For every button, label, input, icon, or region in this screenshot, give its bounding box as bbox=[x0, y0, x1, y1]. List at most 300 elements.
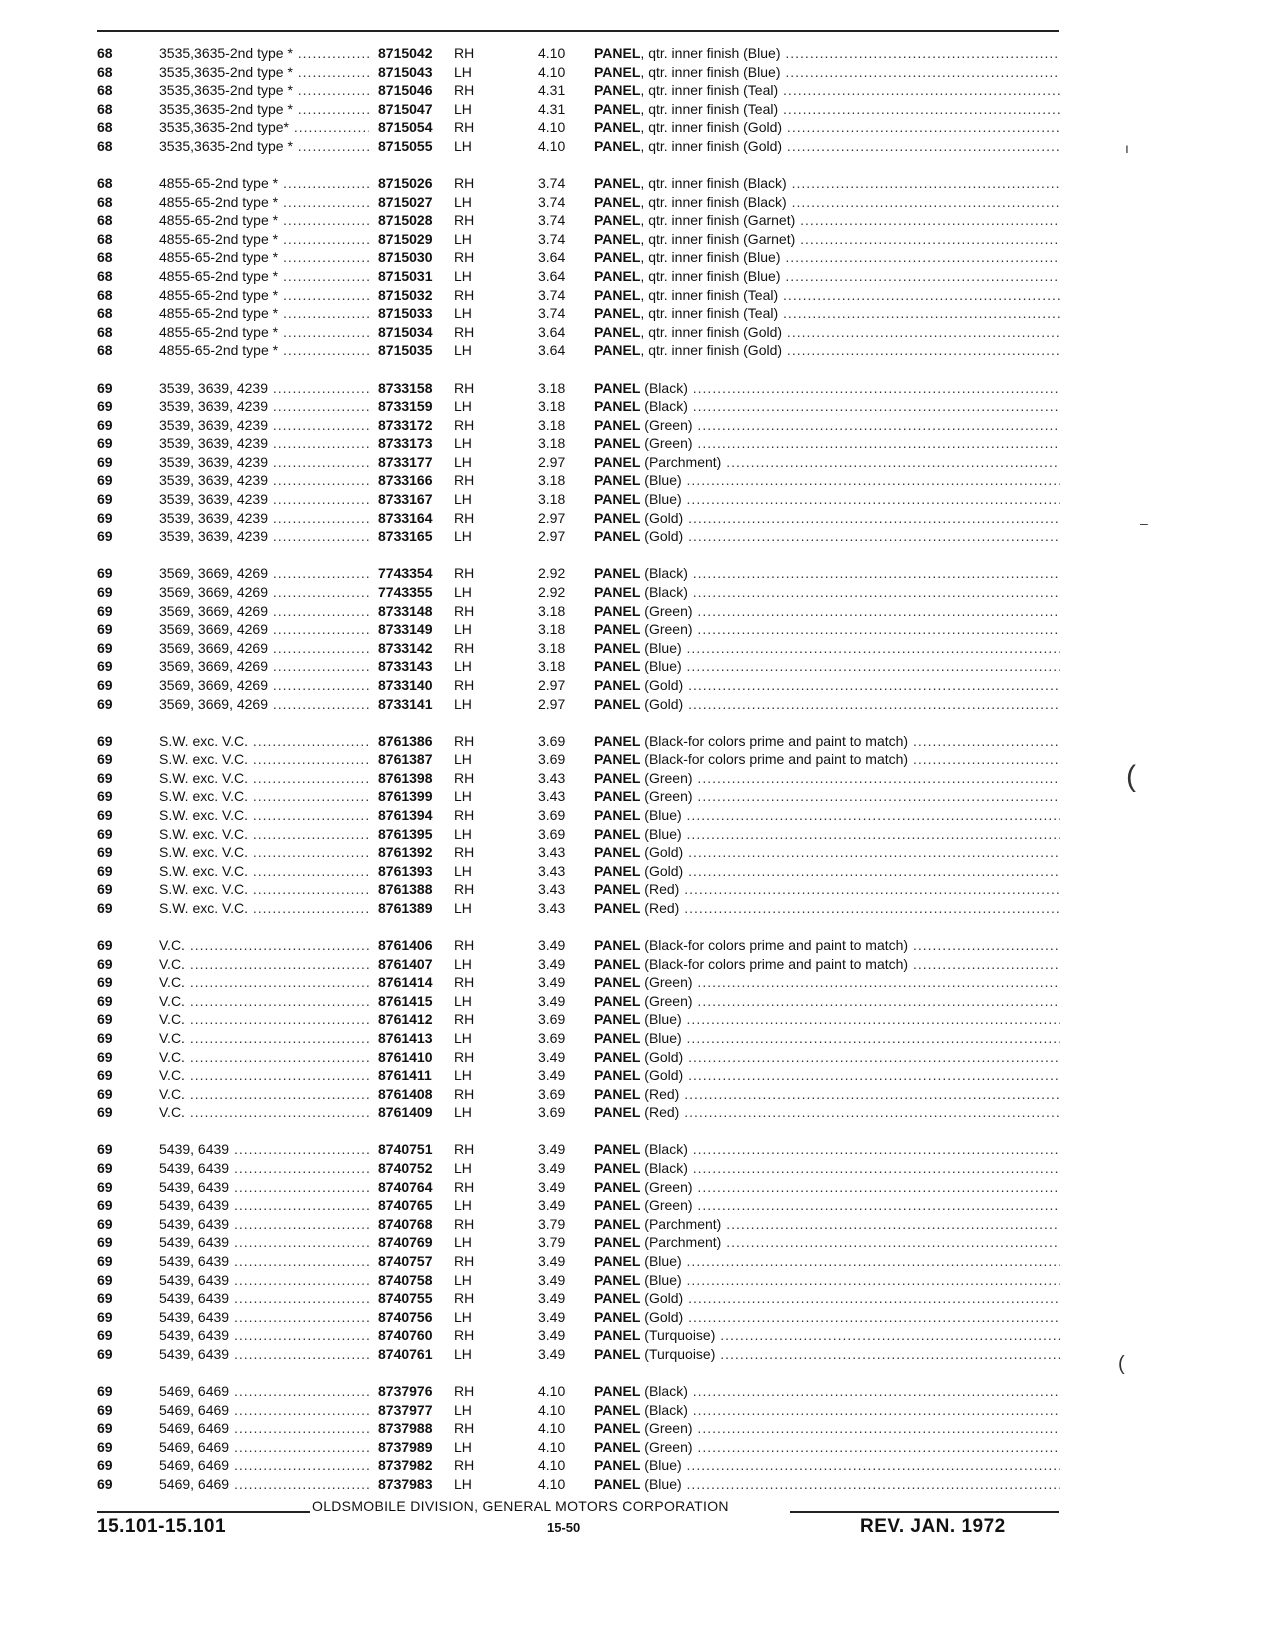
description bbox=[594, 63, 1060, 82]
price: 4.31 bbox=[538, 82, 566, 99]
model-numbers: 4855-65-2nd type * ..... bbox=[159, 286, 369, 305]
model-numbers: S.W. exc. V.C. ..... bbox=[159, 862, 369, 881]
part-number: 8715046 bbox=[374, 81, 433, 100]
description bbox=[594, 1438, 1060, 1457]
model-year: 69 bbox=[97, 1438, 113, 1455]
description-detail: , qtr. inner finish (Teal) bbox=[640, 100, 779, 117]
table-row bbox=[97, 211, 1063, 230]
description bbox=[594, 806, 1060, 825]
part-number: 8715027 bbox=[374, 193, 433, 212]
side: RH bbox=[454, 509, 475, 526]
model-year: 69 bbox=[97, 472, 113, 489]
model-year: 69 bbox=[97, 769, 113, 786]
model-year: 69 bbox=[97, 695, 113, 712]
model-numbers: 5469, 6469 ..... bbox=[159, 1382, 369, 1401]
model-numbers: V.C. ..... bbox=[159, 1103, 369, 1122]
description-detail: , qtr. inner finish (Black) bbox=[640, 175, 787, 192]
footer-corporation: OLDSMOBILE DIVISION, GENERAL MOTORS CORPORATION bbox=[312, 1498, 729, 1514]
model-numbers: V.C. ..... bbox=[159, 1066, 369, 1085]
table-row bbox=[97, 397, 1063, 416]
description-detail: , qtr. inner finish (Blue) bbox=[640, 63, 781, 80]
description bbox=[594, 44, 1060, 63]
description-keyword: PANEL bbox=[594, 974, 641, 991]
description-detail: (Gold) bbox=[640, 1290, 684, 1307]
part-number: 8715031 bbox=[374, 267, 433, 286]
description-keyword: PANEL bbox=[594, 1401, 641, 1418]
price: 3.49 bbox=[538, 1197, 566, 1214]
description-keyword: PANEL bbox=[594, 175, 641, 192]
model-year: 69 bbox=[97, 844, 113, 861]
model-year: 69 bbox=[97, 1476, 113, 1493]
model-year: 69 bbox=[97, 1253, 113, 1270]
description-keyword: PANEL bbox=[594, 825, 641, 842]
part-number: 8740769 bbox=[374, 1233, 433, 1252]
parts-group bbox=[97, 1140, 1063, 1363]
model-numbers: 3535,3635-2nd type * ..... bbox=[159, 137, 369, 156]
model-numbers: 5439, 6439 ..... bbox=[159, 1345, 369, 1364]
model-numbers: 5469, 6469 ..... bbox=[159, 1401, 369, 1420]
description bbox=[594, 397, 1060, 416]
model-year: 69 bbox=[97, 435, 113, 452]
table-row bbox=[97, 1308, 1063, 1327]
description bbox=[594, 379, 1060, 398]
side: LH bbox=[454, 899, 472, 916]
description-detail: (Black) bbox=[640, 1401, 688, 1418]
footer-revision: REV. JAN. 1972 bbox=[860, 1516, 1006, 1537]
price: 3.69 bbox=[538, 1030, 566, 1046]
side: RH bbox=[454, 323, 475, 340]
model-numbers: 4855-65-2nd type * ..... bbox=[159, 230, 369, 249]
description-keyword: PANEL bbox=[594, 992, 641, 1009]
side: LH bbox=[454, 1234, 472, 1251]
description-detail: (Green) bbox=[640, 1438, 693, 1455]
table-row bbox=[97, 174, 1063, 193]
table-row bbox=[97, 1233, 1063, 1252]
description bbox=[594, 490, 1060, 509]
description bbox=[594, 81, 1060, 100]
description-keyword: PANEL bbox=[594, 583, 641, 600]
side: RH bbox=[454, 416, 475, 433]
description-detail: , qtr. inner finish (Blue) bbox=[640, 249, 781, 266]
description-detail: (Turquoise) bbox=[640, 1346, 716, 1362]
table-row bbox=[97, 880, 1063, 899]
side: LH bbox=[454, 695, 472, 712]
model-numbers: 3569, 3669, 4269 ..... bbox=[159, 657, 369, 676]
description-detail: (Green) bbox=[640, 1197, 693, 1214]
model-numbers: 3535,3635-2nd type * ..... bbox=[159, 44, 369, 63]
price: 3.74 bbox=[538, 286, 566, 303]
description-keyword: PANEL bbox=[594, 1160, 641, 1177]
model-year: 68 bbox=[97, 230, 113, 247]
price: 3.49 bbox=[538, 1160, 566, 1177]
description bbox=[594, 1196, 1060, 1215]
description bbox=[594, 100, 1060, 119]
model-numbers: 3539, 3639, 4239 ..... bbox=[159, 379, 369, 398]
price: 2.97 bbox=[538, 528, 566, 545]
model-year: 69 bbox=[97, 453, 113, 470]
part-number: 8733141 bbox=[374, 695, 433, 714]
table-row bbox=[97, 1419, 1063, 1438]
side: RH bbox=[454, 119, 475, 136]
price: 2.92 bbox=[538, 583, 566, 600]
price: 3.69 bbox=[538, 751, 566, 768]
price: 4.10 bbox=[538, 119, 566, 136]
price: 3.79 bbox=[538, 1215, 566, 1232]
margin-mark: ( bbox=[1126, 760, 1136, 793]
side: RH bbox=[454, 974, 475, 991]
side: LH bbox=[454, 342, 472, 359]
model-year: 69 bbox=[97, 899, 113, 916]
table-row bbox=[97, 44, 1063, 63]
price: 4.10 bbox=[538, 1383, 566, 1400]
parts-group bbox=[97, 1382, 1063, 1494]
side: RH bbox=[454, 1253, 475, 1270]
parts-group bbox=[97, 379, 1063, 546]
description-keyword: PANEL bbox=[594, 305, 641, 322]
model-year: 69 bbox=[97, 509, 113, 526]
price: 4.31 bbox=[538, 100, 566, 117]
part-number: 8733172 bbox=[374, 416, 433, 435]
part-number: 8740756 bbox=[374, 1308, 433, 1327]
model-numbers: 5469, 6469 ..... bbox=[159, 1438, 369, 1457]
side: LH bbox=[454, 1197, 472, 1214]
description bbox=[594, 341, 1060, 360]
description-detail: (Blue) bbox=[640, 1457, 682, 1474]
table-row bbox=[97, 248, 1063, 267]
table-row bbox=[97, 973, 1063, 992]
description bbox=[594, 676, 1060, 695]
side: RH bbox=[454, 1048, 475, 1065]
description bbox=[594, 862, 1060, 881]
price: 3.74 bbox=[538, 193, 566, 210]
description-keyword: PANEL bbox=[594, 788, 641, 805]
side: RH bbox=[454, 732, 475, 749]
table-row bbox=[97, 1215, 1063, 1234]
side: RH bbox=[454, 249, 475, 266]
parts-group bbox=[97, 44, 1063, 156]
table-row bbox=[97, 193, 1063, 212]
description-keyword: PANEL bbox=[594, 249, 641, 266]
model-numbers: 4855-65-2nd type * ..... bbox=[159, 248, 369, 267]
price: 3.49 bbox=[538, 937, 566, 954]
table-row bbox=[97, 434, 1063, 453]
model-year: 68 bbox=[97, 82, 113, 99]
model-year: 69 bbox=[97, 732, 113, 749]
side: LH bbox=[454, 992, 472, 1009]
part-number: 8715047 bbox=[374, 100, 433, 119]
description-detail: (Gold) bbox=[640, 695, 684, 712]
price: 3.49 bbox=[538, 1178, 566, 1195]
description-keyword: PANEL bbox=[594, 379, 641, 396]
side: LH bbox=[454, 63, 472, 80]
table-row bbox=[97, 490, 1063, 509]
price: 2.92 bbox=[538, 565, 566, 582]
description-keyword: PANEL bbox=[594, 63, 641, 80]
price: 2.97 bbox=[538, 509, 566, 526]
model-numbers: 5469, 6469 ..... bbox=[159, 1475, 369, 1494]
part-number: 8740764 bbox=[374, 1178, 433, 1197]
part-number: 8733166 bbox=[374, 471, 433, 490]
price: 3.18 bbox=[538, 379, 566, 396]
description-keyword: PANEL bbox=[594, 1048, 641, 1065]
description-detail: (Gold) bbox=[640, 509, 684, 526]
part-number: 8740768 bbox=[374, 1215, 433, 1234]
description-detail: , qtr. inner finish (Gold) bbox=[640, 323, 783, 340]
model-numbers: V.C. ..... bbox=[159, 1085, 369, 1104]
description bbox=[594, 973, 1060, 992]
part-number: 8761415 bbox=[374, 992, 433, 1011]
price: 4.10 bbox=[538, 1457, 566, 1474]
model-year: 68 bbox=[97, 137, 113, 154]
description-keyword: PANEL bbox=[594, 268, 641, 285]
model-year: 69 bbox=[97, 658, 113, 675]
part-number: 8715055 bbox=[374, 137, 433, 156]
table-row bbox=[97, 732, 1063, 751]
model-numbers: V.C. ..... bbox=[159, 955, 369, 974]
parts-group bbox=[97, 564, 1063, 713]
model-year: 69 bbox=[97, 825, 113, 842]
model-numbers: 5469, 6469 ..... bbox=[159, 1419, 369, 1438]
part-number: 7743355 bbox=[374, 583, 433, 602]
model-numbers: V.C. ..... bbox=[159, 1010, 369, 1029]
model-numbers: V.C. ..... bbox=[159, 1029, 369, 1048]
model-year: 69 bbox=[97, 862, 113, 879]
part-number: 8761413 bbox=[374, 1029, 433, 1048]
model-numbers: 3569, 3669, 4269 ..... bbox=[159, 564, 369, 583]
part-number: 8715043 bbox=[374, 63, 433, 82]
model-year: 69 bbox=[97, 1160, 113, 1177]
description-keyword: PANEL bbox=[594, 1011, 641, 1028]
description-detail: (Red) bbox=[640, 1104, 680, 1121]
side: LH bbox=[454, 1476, 472, 1493]
description-detail: , qtr. inner finish (Teal) bbox=[640, 286, 779, 303]
model-numbers: 5439, 6439 ..... bbox=[159, 1271, 369, 1290]
description-keyword: PANEL bbox=[594, 862, 641, 879]
table-row bbox=[97, 1140, 1063, 1159]
side: LH bbox=[454, 268, 472, 285]
side: RH bbox=[454, 1141, 475, 1158]
model-numbers: 3535,3635-2nd type * ..... bbox=[159, 100, 369, 119]
model-year: 68 bbox=[97, 193, 113, 210]
part-number: 8715030 bbox=[374, 248, 433, 267]
description-keyword: PANEL bbox=[594, 1346, 641, 1362]
table-row bbox=[97, 453, 1063, 472]
description-detail: (Blue) bbox=[640, 825, 682, 842]
model-numbers: 3569, 3669, 4269 ..... bbox=[159, 583, 369, 602]
description bbox=[594, 416, 1060, 435]
price: 3.49 bbox=[538, 992, 566, 1009]
description-detail: (Blue) bbox=[640, 639, 682, 656]
table-row bbox=[97, 1456, 1063, 1475]
description-keyword: PANEL bbox=[594, 937, 641, 954]
table-row bbox=[97, 416, 1063, 435]
model-numbers: 4855-65-2nd type * ..... bbox=[159, 267, 369, 286]
table-row bbox=[97, 1048, 1063, 1067]
description-detail: (Blue) bbox=[640, 1030, 682, 1046]
description-detail: (Black-for colors prime and paint to match) bbox=[640, 937, 909, 954]
price: 3.18 bbox=[538, 398, 566, 415]
description bbox=[594, 899, 1060, 918]
description bbox=[594, 955, 1060, 974]
description-keyword: PANEL bbox=[594, 1253, 641, 1270]
part-number: 8733143 bbox=[374, 657, 433, 676]
price: 4.10 bbox=[538, 137, 566, 154]
description-keyword: PANEL bbox=[594, 1383, 641, 1400]
description-keyword: PANEL bbox=[594, 1030, 641, 1046]
model-year: 69 bbox=[97, 1290, 113, 1307]
model-year: 69 bbox=[97, 565, 113, 582]
price: 3.18 bbox=[538, 472, 566, 489]
side: RH bbox=[454, 1420, 475, 1437]
footer-rule-left bbox=[97, 1511, 310, 1513]
price: 3.64 bbox=[538, 342, 566, 359]
price: 3.49 bbox=[538, 974, 566, 991]
description-detail: (Black) bbox=[640, 565, 688, 582]
model-numbers: 5439, 6439 ..... bbox=[159, 1178, 369, 1197]
description-detail: (Blue) bbox=[640, 806, 682, 823]
model-year: 69 bbox=[97, 639, 113, 656]
table-row bbox=[97, 750, 1063, 769]
table-row bbox=[97, 639, 1063, 658]
model-numbers: 3569, 3669, 4269 ..... bbox=[159, 639, 369, 658]
model-numbers: S.W. exc. V.C. ..... bbox=[159, 769, 369, 788]
part-number: 8761410 bbox=[374, 1048, 433, 1067]
part-number: 8715033 bbox=[374, 304, 433, 323]
part-number: 8740758 bbox=[374, 1271, 433, 1290]
description-keyword: PANEL bbox=[594, 435, 641, 452]
description-keyword: PANEL bbox=[594, 416, 641, 433]
table-row bbox=[97, 63, 1063, 82]
price: 3.69 bbox=[538, 806, 566, 823]
description-keyword: PANEL bbox=[594, 955, 641, 972]
model-year: 69 bbox=[97, 602, 113, 619]
table-row bbox=[97, 81, 1063, 100]
side: LH bbox=[454, 1308, 472, 1325]
price: 3.49 bbox=[538, 1271, 566, 1288]
model-numbers: 4855-65-2nd type * ..... bbox=[159, 323, 369, 342]
part-number: 8740755 bbox=[374, 1289, 433, 1308]
side: RH bbox=[454, 1215, 475, 1232]
price: 2.97 bbox=[538, 695, 566, 712]
side: LH bbox=[454, 137, 472, 154]
side: RH bbox=[454, 565, 475, 582]
model-numbers: 4855-65-2nd type * ..... bbox=[159, 304, 369, 323]
description bbox=[594, 527, 1060, 546]
side: LH bbox=[454, 583, 472, 600]
model-numbers: 3569, 3669, 4269 ..... bbox=[159, 676, 369, 695]
table-row bbox=[97, 955, 1063, 974]
side: LH bbox=[454, 100, 472, 117]
description-detail: (Black) bbox=[640, 1383, 688, 1400]
model-year: 69 bbox=[97, 937, 113, 954]
description-keyword: PANEL bbox=[594, 528, 641, 545]
price: 2.97 bbox=[538, 676, 566, 693]
description-keyword: PANEL bbox=[594, 230, 641, 247]
table-row bbox=[97, 1178, 1063, 1197]
table-row bbox=[97, 1103, 1063, 1122]
top-rule bbox=[97, 30, 1059, 32]
footer-section-range: 15.101-15.101 bbox=[97, 1516, 227, 1537]
description-detail: , qtr. inner finish (Gold) bbox=[640, 119, 783, 136]
price: 3.49 bbox=[538, 1141, 566, 1158]
description-keyword: PANEL bbox=[594, 453, 641, 470]
side: RH bbox=[454, 881, 475, 898]
side: RH bbox=[454, 1011, 475, 1028]
description-detail: (Green) bbox=[640, 416, 693, 433]
model-year: 69 bbox=[97, 1457, 113, 1474]
part-number: 8733148 bbox=[374, 602, 433, 621]
model-year: 69 bbox=[97, 881, 113, 898]
model-year: 68 bbox=[97, 305, 113, 322]
description-detail: (Green) bbox=[640, 621, 693, 638]
price: 4.10 bbox=[538, 45, 566, 61]
description-detail: (Red) bbox=[640, 881, 680, 898]
description-detail: (Blue) bbox=[640, 1271, 682, 1288]
model-numbers: 5439, 6439 ..... bbox=[159, 1233, 369, 1252]
description bbox=[594, 880, 1060, 899]
price: 4.10 bbox=[538, 1401, 566, 1418]
price: 3.18 bbox=[538, 621, 566, 638]
model-year: 69 bbox=[97, 379, 113, 396]
description-detail: (Green) bbox=[640, 769, 693, 786]
part-number: 8715028 bbox=[374, 211, 433, 230]
description-detail: (Gold) bbox=[640, 1308, 684, 1325]
table-row bbox=[97, 1029, 1063, 1048]
side: RH bbox=[454, 82, 475, 99]
price: 3.74 bbox=[538, 305, 566, 322]
description-detail: (Gold) bbox=[640, 1067, 684, 1084]
description bbox=[594, 695, 1060, 714]
description-keyword: PANEL bbox=[594, 695, 641, 712]
description-detail: (Black-for colors prime and paint to match) bbox=[640, 751, 909, 768]
model-year: 69 bbox=[97, 1420, 113, 1437]
description bbox=[594, 509, 1060, 528]
part-number: 8761412 bbox=[374, 1010, 433, 1029]
margin-mark: ( bbox=[1118, 1353, 1125, 1375]
table-row bbox=[97, 1196, 1063, 1215]
table-row bbox=[97, 602, 1063, 621]
description-keyword: PANEL bbox=[594, 1308, 641, 1325]
price: 4.10 bbox=[538, 1420, 566, 1437]
description-keyword: PANEL bbox=[594, 602, 641, 619]
model-numbers: 3535,3635-2nd type * ..... bbox=[159, 81, 369, 100]
model-year: 68 bbox=[97, 342, 113, 359]
description-detail: (Parchment) bbox=[640, 1234, 722, 1251]
side: LH bbox=[454, 955, 472, 972]
margin-mark: – bbox=[1140, 515, 1148, 531]
part-number: 8740751 bbox=[374, 1140, 433, 1159]
model-numbers: V.C. ..... bbox=[159, 1048, 369, 1067]
part-number: 8737989 bbox=[374, 1438, 433, 1457]
description-keyword: PANEL bbox=[594, 1215, 641, 1232]
table-row bbox=[97, 1010, 1063, 1029]
margin-mark: ı bbox=[1125, 140, 1129, 156]
side: RH bbox=[454, 212, 475, 229]
parts-group bbox=[97, 732, 1063, 918]
price: 3.64 bbox=[538, 323, 566, 340]
part-number: 8761408 bbox=[374, 1085, 433, 1104]
description-detail: (Gold) bbox=[640, 844, 684, 861]
model-numbers: V.C. ..... bbox=[159, 973, 369, 992]
description-detail: (Blue) bbox=[640, 491, 682, 508]
part-number: 8737982 bbox=[374, 1456, 433, 1475]
side: RH bbox=[454, 379, 475, 396]
model-numbers: 5439, 6439 ..... bbox=[159, 1326, 369, 1345]
table-row bbox=[97, 1159, 1063, 1178]
part-number: 8761409 bbox=[374, 1103, 433, 1122]
side: LH bbox=[454, 528, 472, 545]
table-row bbox=[97, 118, 1063, 137]
